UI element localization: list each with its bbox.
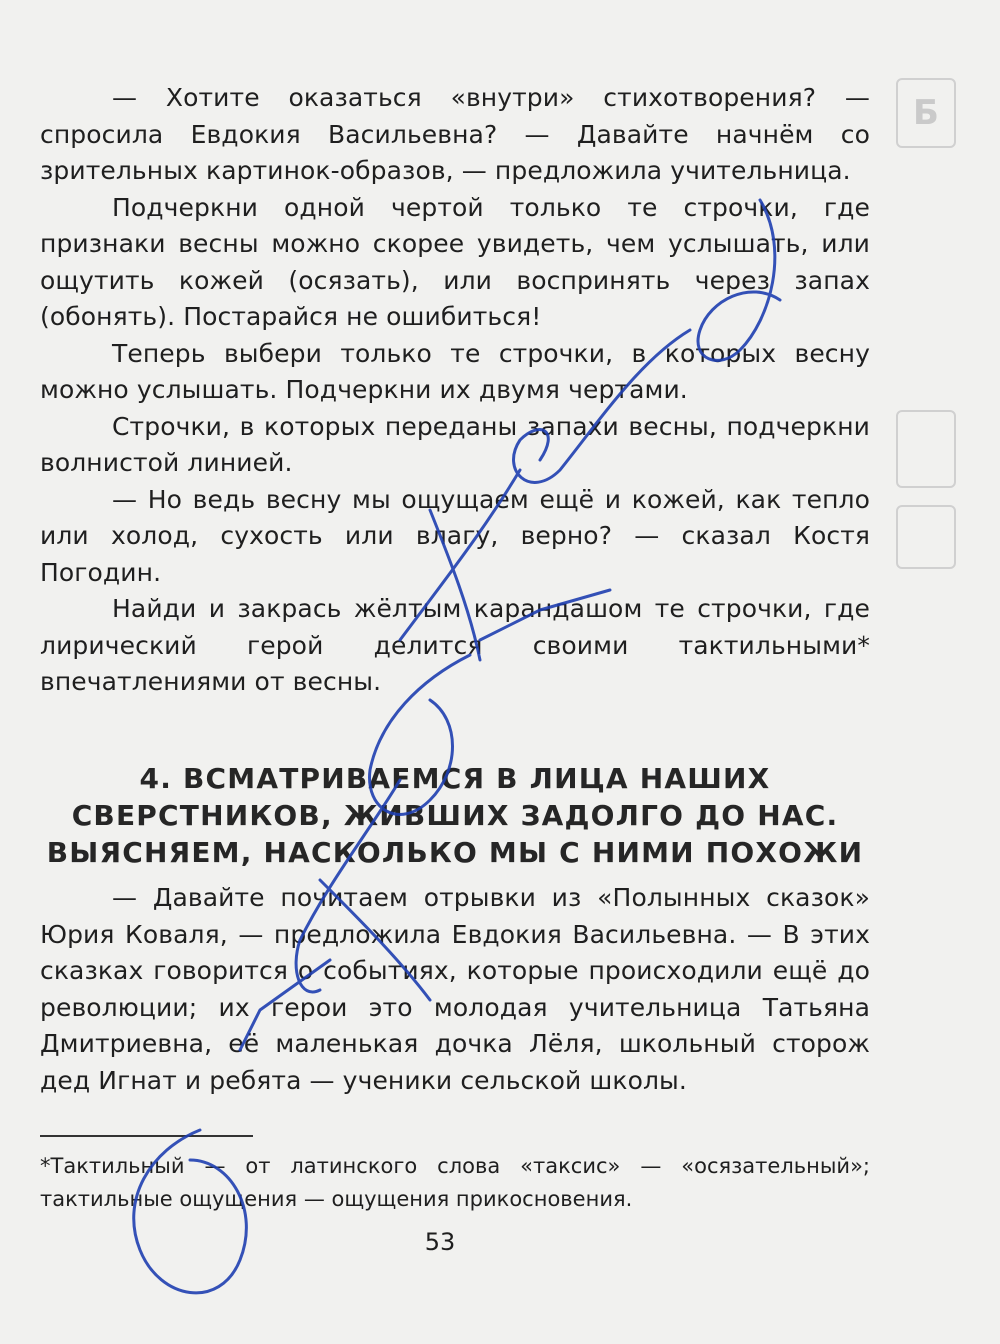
paragraph: Строчки, в которых переданы запахи весны, подчеркни волнистой линией. <box>40 411 870 477</box>
paragraph: — Хотите оказаться «внутри» стихотворения? — спросила Евдокия Васильевна? — Давайте начнём со зрительных картинок-образов, — предложила учительница. <box>40 83 870 185</box>
section-text-block <box>40 880 870 1099</box>
paragraph: — Давайте почитаем отрывки из «Полынных сказок» Юрия Коваля, — предложила Евдокия Васильевна. — В этих сказках говорится о событиях, которые происходили ещё до революции; их герои это молодая учительница Татьяна Дмитриевна, её маленькая дочка Лёля, школьный сторож дед Игнат и ребята — ученики сельской школы. <box>40 883 870 1095</box>
side-tab-b: Б <box>896 78 956 148</box>
footnote-divider <box>40 1135 253 1137</box>
main-text-block <box>40 80 870 701</box>
heading-line: ВЫЯСНЯЕМ, НАСКОЛЬКО МЫ С НИМИ ПОХОЖИ <box>46 836 864 869</box>
heading-line: СВЕРСТНИКОВ, ЖИВШИХ ЗАДОЛГО ДО НАС. <box>71 799 839 832</box>
page-number: 53 <box>424 1228 456 1256</box>
paragraph: Теперь выбери только те строчки, в которых весну можно услышать. Подчеркни их двумя чертами. <box>40 338 870 404</box>
heading-line: 4. ВСМАТРИВАЕМСЯ В ЛИЦА НАШИХ <box>139 762 771 795</box>
side-tab-book-icon <box>896 505 956 569</box>
paragraph: — Но ведь весну мы ощущаем ещё и кожей, как тепло или холод, сухость или влагу, верно? — сказал Костя Погодин. <box>40 484 870 587</box>
paragraph: Найди и закрась жёлтым карандашом те строчки, где лирический герой делится своими тактильными* впечатлениями от весны. <box>40 594 870 696</box>
side-tab-v <box>896 410 956 488</box>
section-heading <box>40 760 870 871</box>
footnote: *Тактильный — от латинского слова «таксис» — «осязательный»; тактильные ощущения — ощущения прикосновения. <box>40 1154 870 1211</box>
paragraph: Подчеркни одной чертой только те строчки, где признаки весны можно скорее увидеть, чем услышать, или ощутить кожей (осязать), или воспринять через запах (обонять). Постарайся не ошибиться! <box>40 192 870 331</box>
